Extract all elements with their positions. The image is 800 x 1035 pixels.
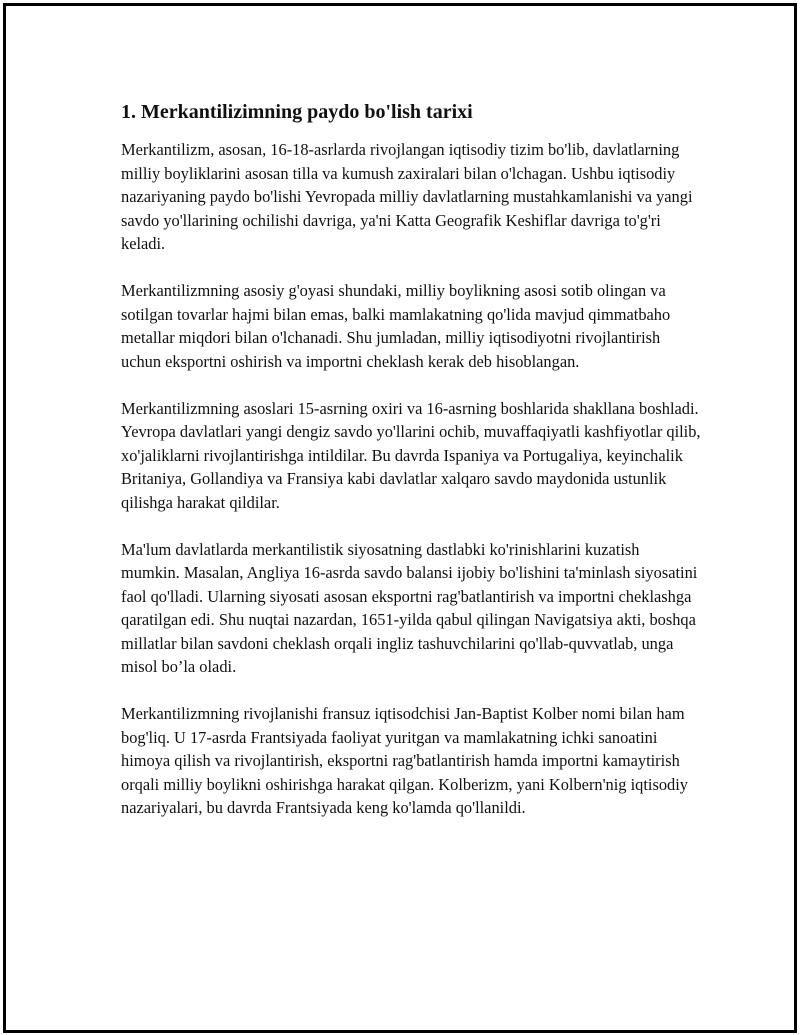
document-title: 1. Merkantilizimning paydo bo'lish tarixi [121, 101, 473, 123]
page-frame [3, 3, 797, 1033]
paragraph-4: Ma'lum davlatlarda merkantilistik siyosatning dastlabki ko'rinishlarini kuzatish mumkin. Masalan, Angliya 16-asrda savdo balansi ijobiy bo'lishini ta'minlash siyosatini faol qo'lladi. Ularning siyosati asosan eksportni rag'batlantirish va importni cheklashga qaratilgan edi. Shu nuqtai nazardan, 1651-yilda qabul qilingan Navigatsiya akti, boshqa millatlar bilan savdoni cheklash orqali ingliz tashuvchilarini qo'llab-quvvatlab, unga misol bo’la oladi. [121, 539, 698, 676]
paragraph-5: Merkantilizmning rivojlanishi fransuz iqtisodchisi Jan-Baptist Kolber nomi bilan ham bog'liq. U 17-asrda Frantsiyada faoliyat yuritgan va mamlakatning ichki sanoatini himoya qilish va rivojlantirish, eksportni rag'batlantirish hamda importni kamaytirish orqali milliy boylikni oshirishga harakat qilgan. Kolberizm, yani Kolbern'nig iqtisodiy nazariyalari, bu davrda Frantsiyada keng ko'lamda qo'llanildi. [121, 704, 688, 817]
paragraph-2: Merkantilizmning asosiy g'oyasi shundaki, milliy boylikning asosi sotib olingan va sotilgan tovarlar hajmi bilan emas, balki mamlakatning qo'lida mavjud qimmatbaho metallar miqdori bilan o'lchanadi. Shu jumladan, milliy iqtisodiyotni rivojlantirish uchun eksportni oshirish va importni cheklash kerak deb hisoblangan. [121, 281, 671, 371]
paragraph-1: Merkantilizm, asosan, 16-18-asrlarda rivojlangan iqtisodiy tizim bo'lib, davlatlarning milliy boyliklarini asosan tilla va kumush zaxiralari bilan o'lchagan. Ushbu iqtisodiy nazariyaning paydo bo'lishi Yevropada milliy davlatlarning mustahkamlanishi va yangi savdo yo'llarining ochilishi davriga, ya'ni Katta Geografik Keshiflar davriga to'g'ri keladi. [121, 140, 693, 253]
paragraph-3: Merkantilizmning asoslari 15-asrning oxiri va 16-asrning boshlarida shakllana boshladi. Yevropa davlatlari yangi dengiz savdo yo'llarini ochib, muvaffaqiyatli kashfiyotlar qilib, xo'jaliklarni rivojlantirishga intildilar. Bu davrda Ispaniya va Portugaliya, keyinchalik Britaniya, Gollandiya va Fransiya kabi davlatlar xalqaro savdo maydonida ustunlik qilishga harakat qildilar. [121, 398, 701, 512]
document-body [121, 100, 701, 843]
